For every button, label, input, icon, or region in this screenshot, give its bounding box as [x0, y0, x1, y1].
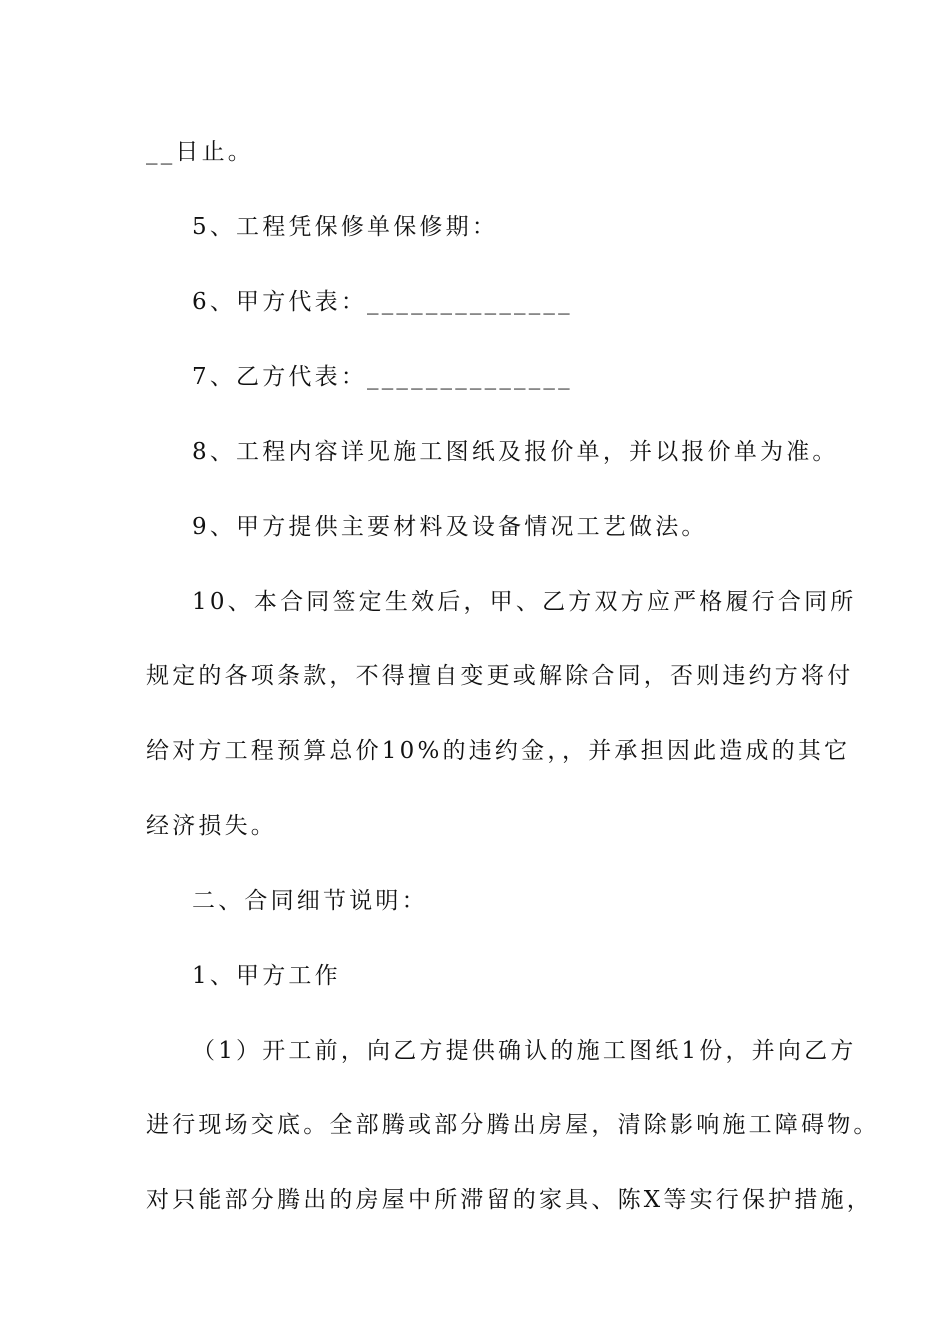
- text-line-party-a-rep: 6、甲方代表：______________: [192, 289, 573, 315]
- text-line-project-content: 8、工程内容详见施工图纸及报价单，并以报价单为准。: [192, 439, 839, 465]
- subheading-party-a-work: 1、甲方工作: [192, 963, 341, 989]
- text-line-clause-10-part-2: 规定的各项条款，不得擅自变更或解除合同，否则违约方将付: [146, 663, 854, 689]
- text-line-end-date: __日止。: [146, 139, 254, 165]
- text-line-clause-10-part-4: 经济损失。: [146, 813, 277, 839]
- text-line-item-1-part-2: 进行现场交底。全部腾或部分腾出房屋，清除影响施工障碍物。: [146, 1112, 880, 1138]
- text-line-clause-10-part-3: 给对方工程预算总价10%的违约金，，并承担因此造成的其它: [146, 738, 851, 764]
- text-line-item-1-part-1: （1）开工前，向乙方提供确认的施工图纸1份，并向乙方: [192, 1038, 857, 1064]
- text-line-materials: 9、甲方提供主要材料及设备情况工艺做法。: [192, 514, 708, 540]
- text-line-warranty-period: 5、工程凭保修单保修期：: [192, 214, 499, 240]
- section-heading-contract-details: 二、合同细节说明：: [192, 888, 428, 914]
- text-line-clause-10-part-1: 10、本合同签定生效后，甲、乙方双方应严格履行合同所: [192, 589, 857, 615]
- text-line-party-b-rep: 7、乙方代表：______________: [192, 364, 573, 390]
- text-line-item-1-part-3: 对只能部分腾出的房屋中所滞留的家具、陈X等实行保护措施，: [146, 1187, 873, 1213]
